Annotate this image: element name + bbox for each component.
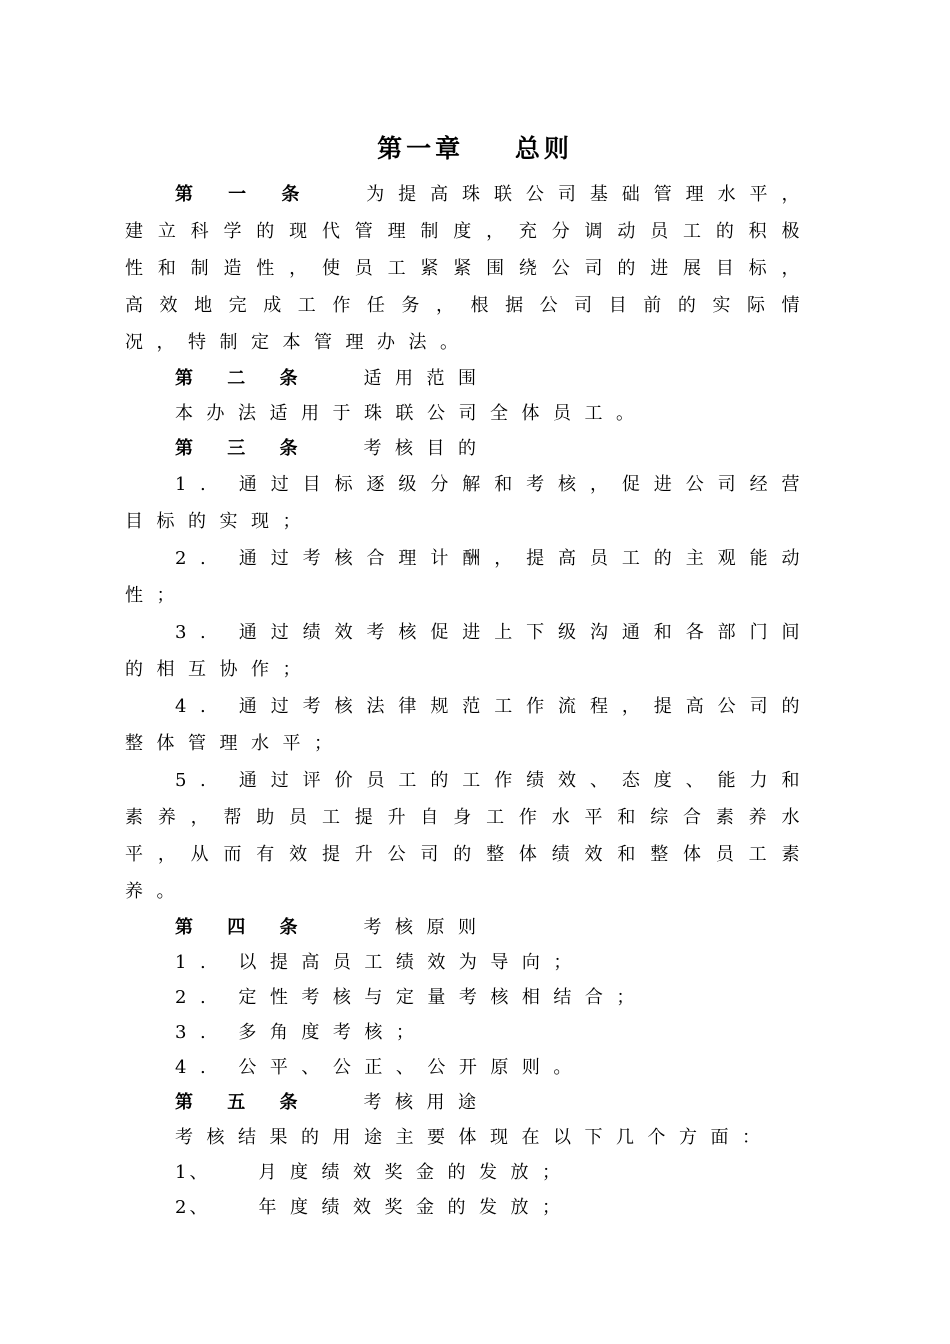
article-2-heading xyxy=(125,361,813,396)
article-1-text-line1: 为提高珠联公司基础管理水平，建 xyxy=(125,184,813,242)
article-4-item-2: 2. 定性考核与定量考核相结合； xyxy=(175,987,648,1008)
article-4-item-3: 3. 多角度考核； xyxy=(175,1022,428,1043)
article-2-title: 适用范围 xyxy=(363,368,490,389)
article-4-item-4: 4. 公平、公正、公开原则。 xyxy=(175,1057,585,1078)
article-5-body: 考核结果的用途主要体现在以下几个方面： xyxy=(175,1127,774,1148)
article-3-item-1: 1. 通过目标逐级分解和考核，促进公司经营目标的实现； xyxy=(125,474,813,532)
article-3-item-3: 3. 通过绩效考核促进上下级沟通和各部门间的相互协作； xyxy=(125,622,813,680)
article-5-item-2-number: 2、 xyxy=(175,1197,211,1218)
article-3-item-4: 4. 通过考核法律规范工作流程，提高公司的整体管理水平； xyxy=(125,696,813,754)
article-5-heading xyxy=(125,1085,813,1120)
article-4-heading xyxy=(125,910,813,945)
article-5-item-2-text: 年度绩效奖金的发放； xyxy=(258,1197,574,1218)
article-3-title: 考核目的 xyxy=(363,438,490,459)
article-5-item-1-number: 1、 xyxy=(175,1162,211,1183)
article-5-item-1-text: 月度绩效奖金的发放； xyxy=(258,1162,574,1183)
article-5-item-1 xyxy=(125,1155,813,1190)
article-3-label: 第 三 条 xyxy=(175,438,312,459)
article-3-item-5: 5. 通过评价员工的工作绩效、态度、能力和素养，帮助员工提升自身工作水平和综合素养水平，从而有效提升公司的整体绩效和整体员工素养。 xyxy=(125,770,813,902)
article-4-label: 第 四 条 xyxy=(175,917,312,938)
article-1-text-rest: 立科学的现代管理制度，充分调动员工的积极性和制造性，使员工紧紧围绕公司的进展目标，高效地完成工作任务，根据公司目前的实际情况，特制定本管理办法。 xyxy=(125,221,814,353)
article-4-item-1: 1. 以提高员工绩效为导向； xyxy=(175,952,585,973)
article-1 xyxy=(125,176,813,361)
chapter-title: 第一章 总则 xyxy=(377,134,573,163)
article-5-title: 考核用途 xyxy=(363,1092,490,1113)
article-2-label: 第 二 条 xyxy=(175,368,312,389)
article-3-heading xyxy=(125,431,813,466)
article-5-item-2 xyxy=(125,1190,813,1225)
document-body xyxy=(125,176,813,1225)
article-3-item-2: 2. 通过考核合理计酬，提高员工的主观能动性； xyxy=(125,548,813,606)
article-2-body: 本办法适用于珠联公司全体员工。 xyxy=(175,403,648,424)
article-1-label: 第 一 条 xyxy=(175,184,314,205)
article-5-label: 第 五 条 xyxy=(175,1092,312,1113)
article-4-title: 考核原则 xyxy=(363,917,490,938)
